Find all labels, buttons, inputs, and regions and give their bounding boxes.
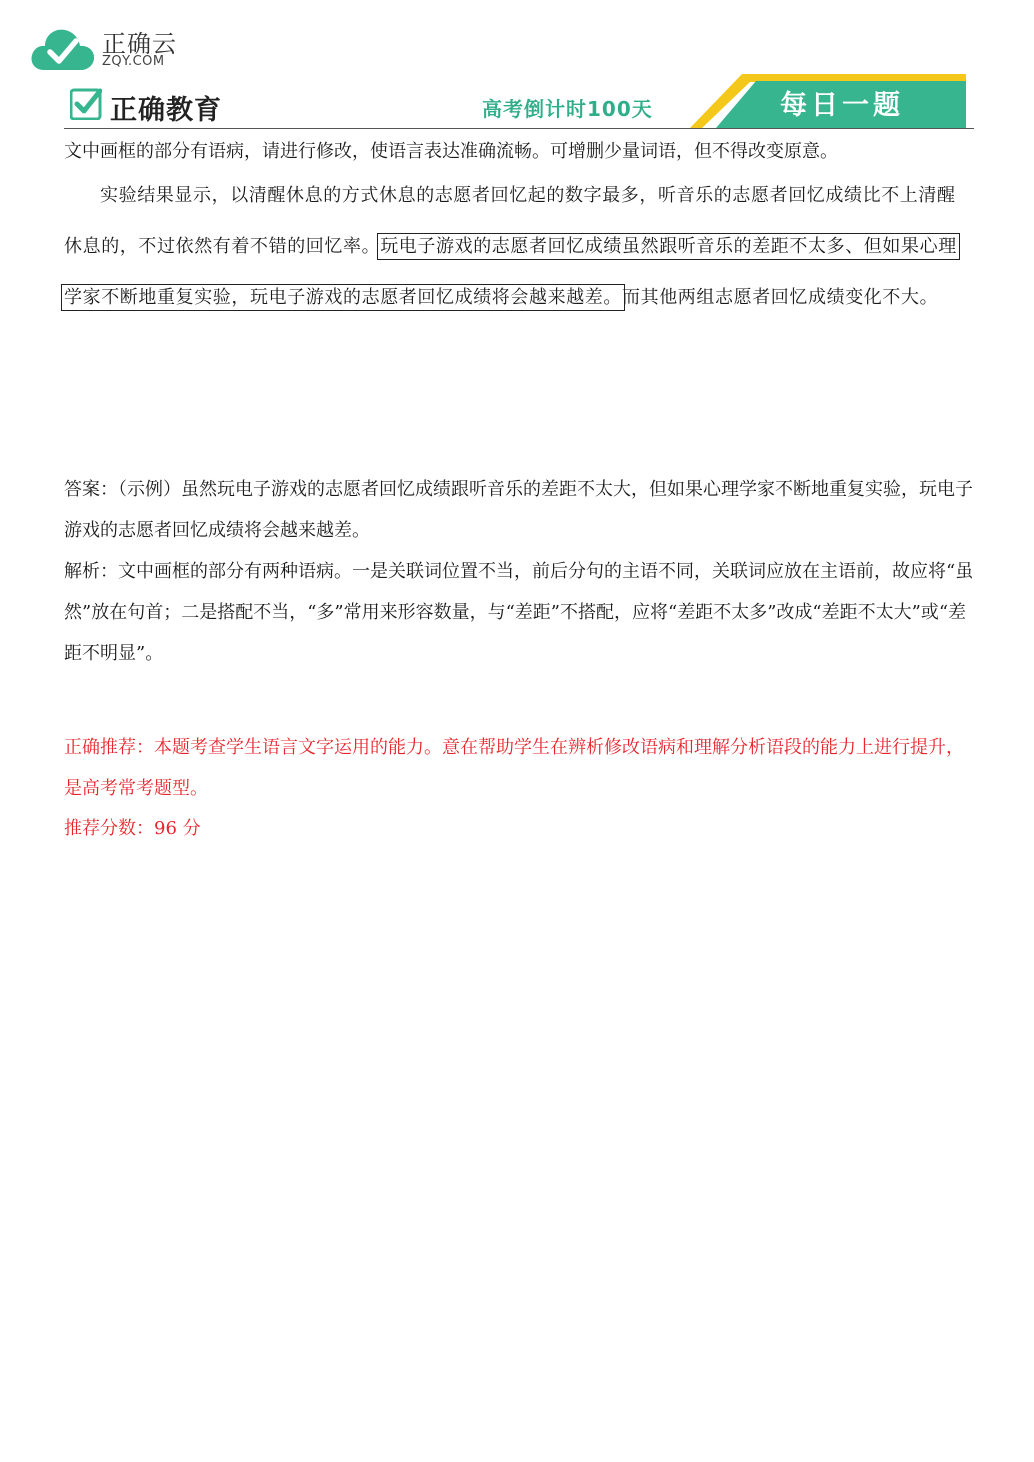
brand-name: 正确云 — [102, 30, 177, 58]
passage-intro: 实验结果显示，以清醒休息的方式休息的志愿者回忆起的数字最多，听音乐的志愿者回忆成绩比不上清醒休息的，不过依然有着不错的回忆率。 — [64, 185, 956, 257]
brand-logo — [30, 22, 230, 74]
boxed-sentence: 玩电子游戏的志愿者回忆成绩虽然跟听音乐的差距不太多、但如果心理学家不断地重复实验，玩电子游戏的志愿者回忆成绩将会越来越差。 — [64, 236, 957, 308]
banner-title: 每日一题 — [780, 90, 904, 121]
question-instruction: 文中画框的部分有语病，请进行修改，使语言表达准确流畅。可增删少量词语，但不得改变原意。 — [64, 141, 838, 162]
cloud-check-icon — [30, 26, 96, 72]
answer-text: 答案：（示例）虽然玩电子游戏的志愿者回忆成绩跟听音乐的差距不太大，但如果心理学家不断地重复实验，玩电子游戏的志愿者回忆成绩将会越来越差。 — [64, 479, 973, 541]
checkbox-icon — [70, 88, 102, 120]
recommendation-text: 正确推荐：本题考查学生语言文字运用的能力。意在帮助学生在辨析修改语病和理解分析语段的能力上进行提升，是高考常考题型。 — [64, 737, 964, 799]
question-passage — [64, 170, 974, 323]
brand-url: ZQY.COM — [102, 54, 165, 69]
countdown-label: 高考倒计时100天 — [482, 97, 653, 121]
header-divider — [64, 128, 974, 129]
edu-name: 正确教育 — [110, 95, 222, 126]
analysis-text: 解析：文中画框的部分有两种语病。一是关联词位置不当，前后分句的主语不同，关联词应放在主语前，故应将“虽然”放在句首；二是搭配不当，“多”常用来形容数量，与“差距”不搭配，应将“差距不太多”改成“差距不太大”或“差距不明显”。 — [64, 561, 974, 664]
passage-ending: 而其他两组志愿者回忆成绩变化不大。 — [622, 287, 939, 308]
recommended-score: 推荐分数：96 分 — [64, 818, 201, 839]
